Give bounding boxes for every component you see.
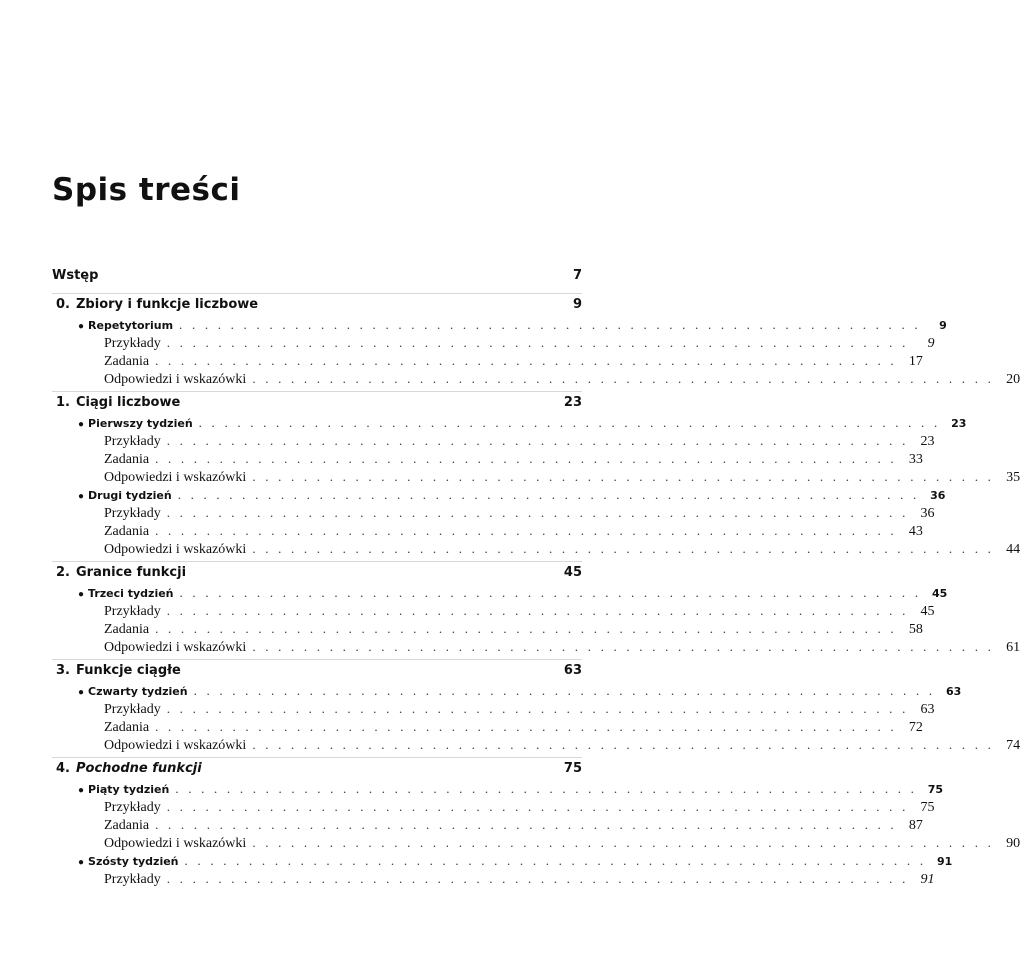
toc-subentry-label: Zadania <box>104 818 150 833</box>
chapter-divider <box>52 561 582 562</box>
toc-chapter-page: 63 <box>563 663 582 678</box>
toc-subentry-label: Zadania <box>104 354 150 369</box>
toc-section-entry[interactable] <box>52 415 967 433</box>
toc-dot-leader: . . . . . . . . . . . . . . . . . . . . . . . . . . . . . . . . . . . . . . . . . . . . . . . . . . . . . . . . . . <box>252 639 995 654</box>
toc-chapter-page: 75 <box>563 761 582 776</box>
toc-subentry-page: 17 <box>908 354 923 369</box>
toc-subentry-label: Przykłady <box>104 800 161 815</box>
toc-section-label: Czwarty tydzień <box>88 685 188 698</box>
toc-subentry-page: 43 <box>908 524 923 539</box>
toc-subentry-page: 87 <box>908 818 923 833</box>
toc-section-label: Piąty tydzień <box>88 783 170 796</box>
toc-subentry-label: Odpowiedzi i wskazówki <box>104 470 247 485</box>
toc-section-label: Repetytorium <box>88 319 174 332</box>
toc-dot-leader: . . . . . . . . . . . . . . . . . . . . . . . . . . . . . . . . . . . . . . . . . . . . . . . . . . . . . . . . . . <box>155 719 897 734</box>
toc-dot-leader: . . . . . . . . . . . . . . . . . . . . . . . . . . . . . . . . . . . . . . . . . . . . . . . . . . . . . . . . . . <box>177 487 920 502</box>
toc-dot-leader: . . . . . . . . . . . . . . . . . . . . . . . . . . . . . . . . . . . . . . . . . . . . . . . . . . . . . . . . . . <box>252 371 995 386</box>
toc-subentry-page: 63 <box>920 702 935 717</box>
toc-subentry[interactable] <box>52 469 1020 487</box>
toc-chapter-list <box>52 293 1020 889</box>
toc-subentry-label: Przykłady <box>104 434 161 449</box>
toc-subentry-page: 72 <box>908 720 923 735</box>
toc-subentry[interactable] <box>52 433 935 451</box>
toc-section-label: Szósty tydzień <box>88 855 179 868</box>
toc-section-page: 45 <box>931 587 948 600</box>
toc-subentry-page: 33 <box>908 452 923 467</box>
toc-subentry-page: 20 <box>1006 372 1020 387</box>
bullet-icon: ● <box>78 857 85 868</box>
toc-subentry[interactable] <box>52 371 1020 389</box>
toc-dot-leader: . . . . . . . . . . . . . . . . . . . . . . . . . . . . . . . . . . . . . . . . . . . . . . . . . . . . . . . . . . <box>166 603 909 618</box>
toc-chapter-label: Pochodne funkcji <box>76 761 202 776</box>
toc-subentry-page: 35 <box>1006 470 1020 485</box>
toc-subentry-label: Odpowiedzi i wskazówki <box>104 836 247 851</box>
toc-subentry-page: 44 <box>1006 542 1020 557</box>
toc-subentry[interactable] <box>52 603 935 621</box>
toc-section-page: 75 <box>927 783 944 796</box>
toc-subentry-page: 75 <box>920 800 935 815</box>
toc-dot-leader: . . . . . . . . . . . . . . . . . . . . . . . . . . . . . . . . . . . . . . . . . . . . . . . . . . . . . . . . . . <box>175 781 918 796</box>
toc-subentry-label: Przykłady <box>104 702 161 717</box>
toc-chapter-label: Ciągi liczbowe <box>76 395 181 410</box>
toc-chapter-number: 2. <box>56 565 70 580</box>
toc-subentry-label: Przykłady <box>104 872 161 887</box>
bullet-icon: ● <box>78 687 85 698</box>
chapter-divider <box>52 391 582 392</box>
toc-section-entry[interactable] <box>52 781 944 799</box>
chapter-divider <box>52 757 582 758</box>
toc-subentry-page: 61 <box>1006 640 1020 655</box>
toc-dot-leader: . . . . . . . . . . . . . . . . . . . . . . . . . . . . . . . . . . . . . . . . . . . . . . . . . . . . . . . . . . <box>166 433 909 448</box>
toc-dot-leader: . . . . . . . . . . . . . . . . . . . . . . . . . . . . . . . . . . . . . . . . . . . . . . . . . . . . . . . . . . <box>166 701 909 716</box>
toc-subentry-page: 45 <box>920 604 935 619</box>
toc-subentry-label: Przykłady <box>104 604 161 619</box>
toc-chapter-entry[interactable] <box>52 663 582 683</box>
toc-subentry-label: Przykłady <box>104 506 161 521</box>
toc-subentry[interactable] <box>52 835 1020 853</box>
page-title: Spis treści <box>52 172 241 208</box>
toc-subentry-label: Zadania <box>104 452 150 467</box>
toc-subentry-label: Odpowiedzi i wskazówki <box>104 640 247 655</box>
toc-subentry[interactable] <box>52 523 923 541</box>
toc-chapter-page: 23 <box>563 395 582 410</box>
toc-section-page: 23 <box>951 417 967 430</box>
toc-chapter-number: 0. <box>56 297 70 312</box>
toc-chapter-label: Funkcje ciągłe <box>76 663 181 678</box>
toc-section-label: Drugi tydzień <box>88 489 172 502</box>
toc-dot-leader: . . . . . . . . . . . . . . . . . . . . . . . . . . . . . . . . . . . . . . . . . . . . . . . . . . . . . . . . . . <box>155 523 897 538</box>
toc-chapter-entry[interactable] <box>52 761 582 781</box>
toc-subentry-label: Przykłady <box>104 336 161 351</box>
toc-subentry-page: 23 <box>920 434 935 449</box>
toc-subentry[interactable] <box>52 541 1020 559</box>
toc-section-entry[interactable] <box>52 487 946 505</box>
toc-dot-leader: . . . . . . . . . . . . . . . . . . . . . . . . . . . . . . . . . . . . . . . . . . . . . . . . . . . . . . . . . . <box>198 415 941 430</box>
toc-subentry-page: 9 <box>927 336 935 351</box>
toc-dot-leader: . . . . . . . . . . . . . . . . . . . . . . . . . . . . . . . . . . . . . . . . . . . . . . . . . . . . . . . . . . <box>155 621 897 636</box>
toc-subentry[interactable] <box>52 505 935 523</box>
bullet-icon: ● <box>78 785 85 796</box>
chapter-divider <box>52 293 582 294</box>
toc-section-page: 63 <box>946 685 962 698</box>
toc-subentry[interactable] <box>52 639 1020 657</box>
toc-section-label: Trzeci tydzień <box>88 587 174 600</box>
toc-chapter-entry[interactable] <box>52 395 582 415</box>
toc-subentry[interactable] <box>52 353 923 371</box>
toc-chapter-number: 1. <box>56 395 70 410</box>
toc-dot-leader: . . . . . . . . . . . . . . . . . . . . . . . . . . . . . . . . . . . . . . . . . . . . . . . . . . . . . . . . . . <box>155 353 897 368</box>
toc-dot-leader: . . . . . . . . . . . . . . . . . . . . . . . . . . . . . . . . . . . . . . . . . . . . . . . . . . . . . . . . . . <box>252 737 995 752</box>
toc-subentry-page: 36 <box>920 506 935 521</box>
toc-section-entry[interactable] <box>52 683 962 701</box>
toc-chapter-label: Zbiory i funkcje liczbowe <box>76 297 259 312</box>
toc-subentry-page: 58 <box>908 622 923 637</box>
toc-section-page: 91 <box>936 855 953 868</box>
toc-chapter-label: Granice funkcji <box>76 565 187 580</box>
toc-chapter-entry[interactable] <box>52 297 582 317</box>
toc-section-entry[interactable] <box>52 317 947 335</box>
toc-section-entry[interactable] <box>52 585 948 603</box>
toc-dot-leader: . . . . . . . . . . . . . . . . . . . . . . . . . . . . . . . . . . . . . . . . . . . . . . . . . . . . . . . . . . <box>166 871 909 886</box>
toc-dot-leader: . . . . . . . . . . . . . . . . . . . . . . . . . . . . . . . . . . . . . . . . . . . . . . . . . . . . . . . . . . <box>252 469 995 484</box>
toc-dot-leader: . . . . . . . . . . . . . . . . . . . . . . . . . . . . . . . . . . . . . . . . . . . . . . . . . . . . . . . . . . <box>179 317 921 332</box>
toc-dot-leader: . . . . . . . . . . . . . . . . . . . . . . . . . . . . . . . . . . . . . . . . . . . . . . . . . . . . . . . . . . <box>179 585 922 600</box>
bullet-icon: ● <box>78 589 85 600</box>
toc-dot-leader: . . . . . . . . . . . . . . . . . . . . . . . . . . . . . . . . . . . . . . . . . . . . . . . . . . . . . . . . . . <box>184 853 927 868</box>
toc-chapter-number: 3. <box>56 663 70 678</box>
toc-chapter-page: 45 <box>563 565 582 580</box>
toc-subentry-label: Zadania <box>104 720 150 735</box>
toc-section-page: 36 <box>930 489 946 502</box>
toc-dot-leader: . . . . . . . . . . . . . . . . . . . . . . . . . . . . . . . . . . . . . . . . . . . . . . . . . . . . . . . . . . <box>155 451 897 466</box>
toc-section-label: Pierwszy tydzień <box>88 417 193 430</box>
toc-subentry[interactable] <box>52 871 935 889</box>
toc-chapter-page: 9 <box>572 297 582 312</box>
toc-dot-leader: . . . . . . . . . . . . . . . . . . . . . . . . . . . . . . . . . . . . . . . . . . . . . . . . . . . . . . . . . . <box>166 335 909 350</box>
toc-subentry-page: 74 <box>1006 738 1020 753</box>
toc-section-entry[interactable] <box>52 853 953 871</box>
toc-subentry[interactable] <box>52 701 935 719</box>
toc-subentry[interactable] <box>52 799 935 817</box>
chapter-divider <box>52 659 582 660</box>
toc-subentry-label: Odpowiedzi i wskazówki <box>104 372 247 387</box>
bullet-icon: ● <box>78 419 85 430</box>
toc-intro-entry[interactable] <box>52 268 582 291</box>
toc-chapter-number: 4. <box>56 761 70 776</box>
toc-subentry-label: Zadania <box>104 622 150 637</box>
toc-dot-leader: . . . . . . . . . . . . . . . . . . . . . . . . . . . . . . . . . . . . . . . . . . . . . . . . . . . . . . . . . . <box>166 505 909 520</box>
toc-entry-page: 7 <box>572 268 582 283</box>
toc-dot-leader: . . . . . . . . . . . . . . . . . . . . . . . . . . . . . . . . . . . . . . . . . . . . . . . . . . . . . . . . . . <box>252 835 995 850</box>
toc-subentry-page: 91 <box>920 872 935 887</box>
toc-subentry[interactable] <box>52 737 1020 755</box>
toc-dot-leader: . . . . . . . . . . . . . . . . . . . . . . . . . . . . . . . . . . . . . . . . . . . . . . . . . . . . . . . . . . <box>166 799 909 814</box>
toc-subentry[interactable] <box>52 817 923 835</box>
toc-subentry[interactable] <box>52 335 935 353</box>
toc-subentry-page: 90 <box>1006 836 1020 851</box>
bullet-icon: ● <box>78 321 85 332</box>
bullet-icon: ● <box>78 491 85 502</box>
toc-subentry-label: Odpowiedzi i wskazówki <box>104 738 247 753</box>
toc-section-page: 9 <box>939 319 947 332</box>
toc-entry-label: Wstęp <box>52 268 99 283</box>
toc-dot-leader: . . . . . . . . . . . . . . . . . . . . . . . . . . . . . . . . . . . . . . . . . . . . . . . . . . . . . . . . . . <box>155 817 897 832</box>
toc-subentry[interactable] <box>52 719 923 737</box>
toc-chapter-entry[interactable] <box>52 565 582 585</box>
toc-subentry[interactable] <box>52 451 923 469</box>
toc-dot-leader: . . . . . . . . . . . . . . . . . . . . . . . . . . . . . . . . . . . . . . . . . . . . . . . . . . . . . . . . . . <box>252 541 995 556</box>
table-of-contents <box>52 268 1020 889</box>
toc-subentry-label: Zadania <box>104 524 150 539</box>
toc-subentry-label: Odpowiedzi i wskazówki <box>104 542 247 557</box>
toc-dot-leader: . . . . . . . . . . . . . . . . . . . . . . . . . . . . . . . . . . . . . . . . . . . . . . . . . . . . . . . . . . <box>193 683 936 698</box>
toc-subentry[interactable] <box>52 621 923 639</box>
